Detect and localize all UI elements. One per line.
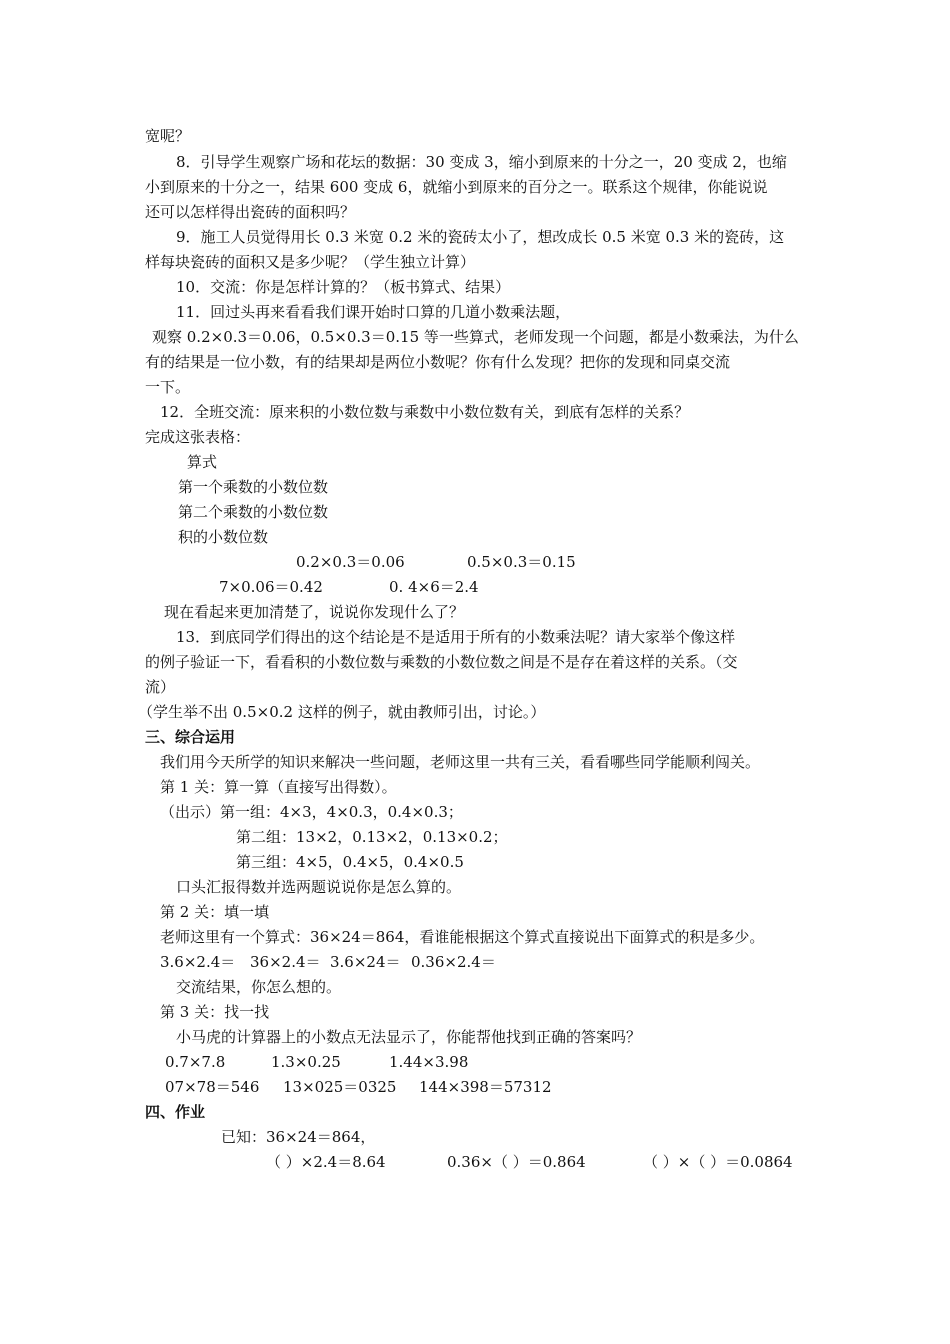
- text-line: 8．引导学生观察广场和花坛的数据：30 变成 3，缩小到原来的十分之一，20 变成 2，也缩: [176, 153, 787, 171]
- text-line: 观察 0.2×0.3＝0.06，0.5×0.3＝0.15 等一些算式，老师发现一个问题，都是小数乘法，为什么: [152, 328, 799, 346]
- section-heading-3: 三、综合运用: [145, 728, 236, 746]
- equation: 1.3×0.25: [271, 1053, 341, 1071]
- text-line: 现在看起来更加清楚了，说说你发现什么了？: [164, 603, 465, 621]
- text-line: 有的结果是一位小数，有的结果却是两位小数呢？你有什么发现？把你的发现和同桌交流: [145, 353, 731, 371]
- fill-in-question: （ ）×（ ）＝0.0864: [643, 1153, 793, 1171]
- equation: 144×398＝57312: [419, 1078, 552, 1096]
- text-line: 第 3 关：找一找: [160, 1003, 270, 1021]
- text-line: 还可以怎样得出瓷砖的面积吗？: [145, 203, 356, 221]
- text-line: （学生举不出 0.5×0.2 这样的例子，就由教师引出，讨论。）: [138, 703, 546, 721]
- text-line: （出示）第一组：4×3，4×0.3，0.4×0.3；: [160, 803, 463, 821]
- text-line: 口头汇报得数并选两题说说你是怎么算的。: [176, 878, 462, 896]
- text-line: 第 2 关：填一填: [160, 903, 270, 921]
- text-line: 样每块瓷砖的面积又是多少呢？（学生独立计算）: [145, 253, 476, 271]
- equation: 3.6×2.4＝: [160, 953, 236, 971]
- equation: 0.2×0.3＝0.06: [296, 553, 405, 571]
- text-line: 10．交流：你是怎样计算的？（板书算式、结果）: [176, 278, 511, 296]
- text-line: 12．全班交流：原来积的小数位数与乘数中小数位数有关，到底有怎样的关系？: [160, 403, 690, 421]
- equation: 0.36×2.4＝: [411, 953, 496, 971]
- text-line: 宽呢？: [145, 127, 191, 145]
- table-row-label: 第二个乘数的小数位数: [178, 503, 329, 521]
- text-line: 13．到底同学们得出的这个结论是不是适用于所有的小数乘法呢？请大家举个像这样: [176, 628, 736, 646]
- text-line: 第三组：4×5，0.4×5，0.4×0.5: [236, 853, 464, 871]
- equation: 07×78＝546: [165, 1078, 260, 1096]
- text-line: 11．回过头再来看看我们课开始时口算的几道小数乘法题，: [176, 303, 571, 321]
- text-line: 的例子验证一下，看看积的小数位数与乘数的小数位数之间是不是存在着这样的关系。（交: [145, 653, 738, 671]
- equation: 0. 4×6＝2.4: [389, 578, 479, 596]
- text-line: 老师这里有一个算式：36×24＝864，看谁能根据这个算式直接说出下面算式的积是多少。: [160, 928, 765, 946]
- equation: 3.6×24＝: [330, 953, 401, 971]
- text-line: 第二组：13×2，0.13×2，0.13×0.2；: [236, 828, 508, 846]
- text-line: 9．施工人员觉得用长 0.3 米宽 0.2 米的瓷砖太小了，想改成长 0.5 米宽 0.3 米的瓷砖，这: [176, 228, 785, 246]
- text-line: 我们用今天所学的知识来解决一些问题，老师这里一共有三关，看看哪些同学能顺利闯关。: [160, 753, 761, 771]
- equation: 13×025＝0325: [283, 1078, 397, 1096]
- section-heading-4: 四、作业: [145, 1103, 206, 1121]
- equation: 1.44×3.98: [389, 1053, 469, 1071]
- equation: 36×2.4＝: [250, 953, 321, 971]
- equation: 0.5×0.3＝0.15: [467, 553, 576, 571]
- text-line: 第 1 关：算一算（直接写出得数）。: [160, 778, 397, 796]
- text-line: 小到原来的十分之一，结果 600 变成 6，就缩小到原来的百分之一。联系这个规律，你能说说: [145, 178, 768, 196]
- table-row-label: 积的小数位数: [178, 528, 269, 546]
- text-line: 交流结果，你怎么想的。: [176, 978, 342, 996]
- text-line: 完成这张表格：: [145, 428, 251, 446]
- fill-in-question: 0.36×（ ）＝0.864: [447, 1153, 586, 1171]
- fill-in-question: （ ）×2.4＝8.64: [266, 1153, 386, 1171]
- equation: 7×0.06＝0.42: [219, 578, 323, 596]
- text-line: 流）: [145, 678, 176, 696]
- table-row-label: 算式: [187, 453, 218, 471]
- table-row-label: 第一个乘数的小数位数: [178, 478, 329, 496]
- text-line: 已知：36×24＝864，: [221, 1128, 376, 1146]
- equation: 0.7×7.8: [165, 1053, 226, 1071]
- text-line: 一下。: [145, 378, 191, 396]
- text-line: 小马虎的计算器上的小数点无法显示了，你能帮他找到正确的答案吗？: [176, 1028, 642, 1046]
